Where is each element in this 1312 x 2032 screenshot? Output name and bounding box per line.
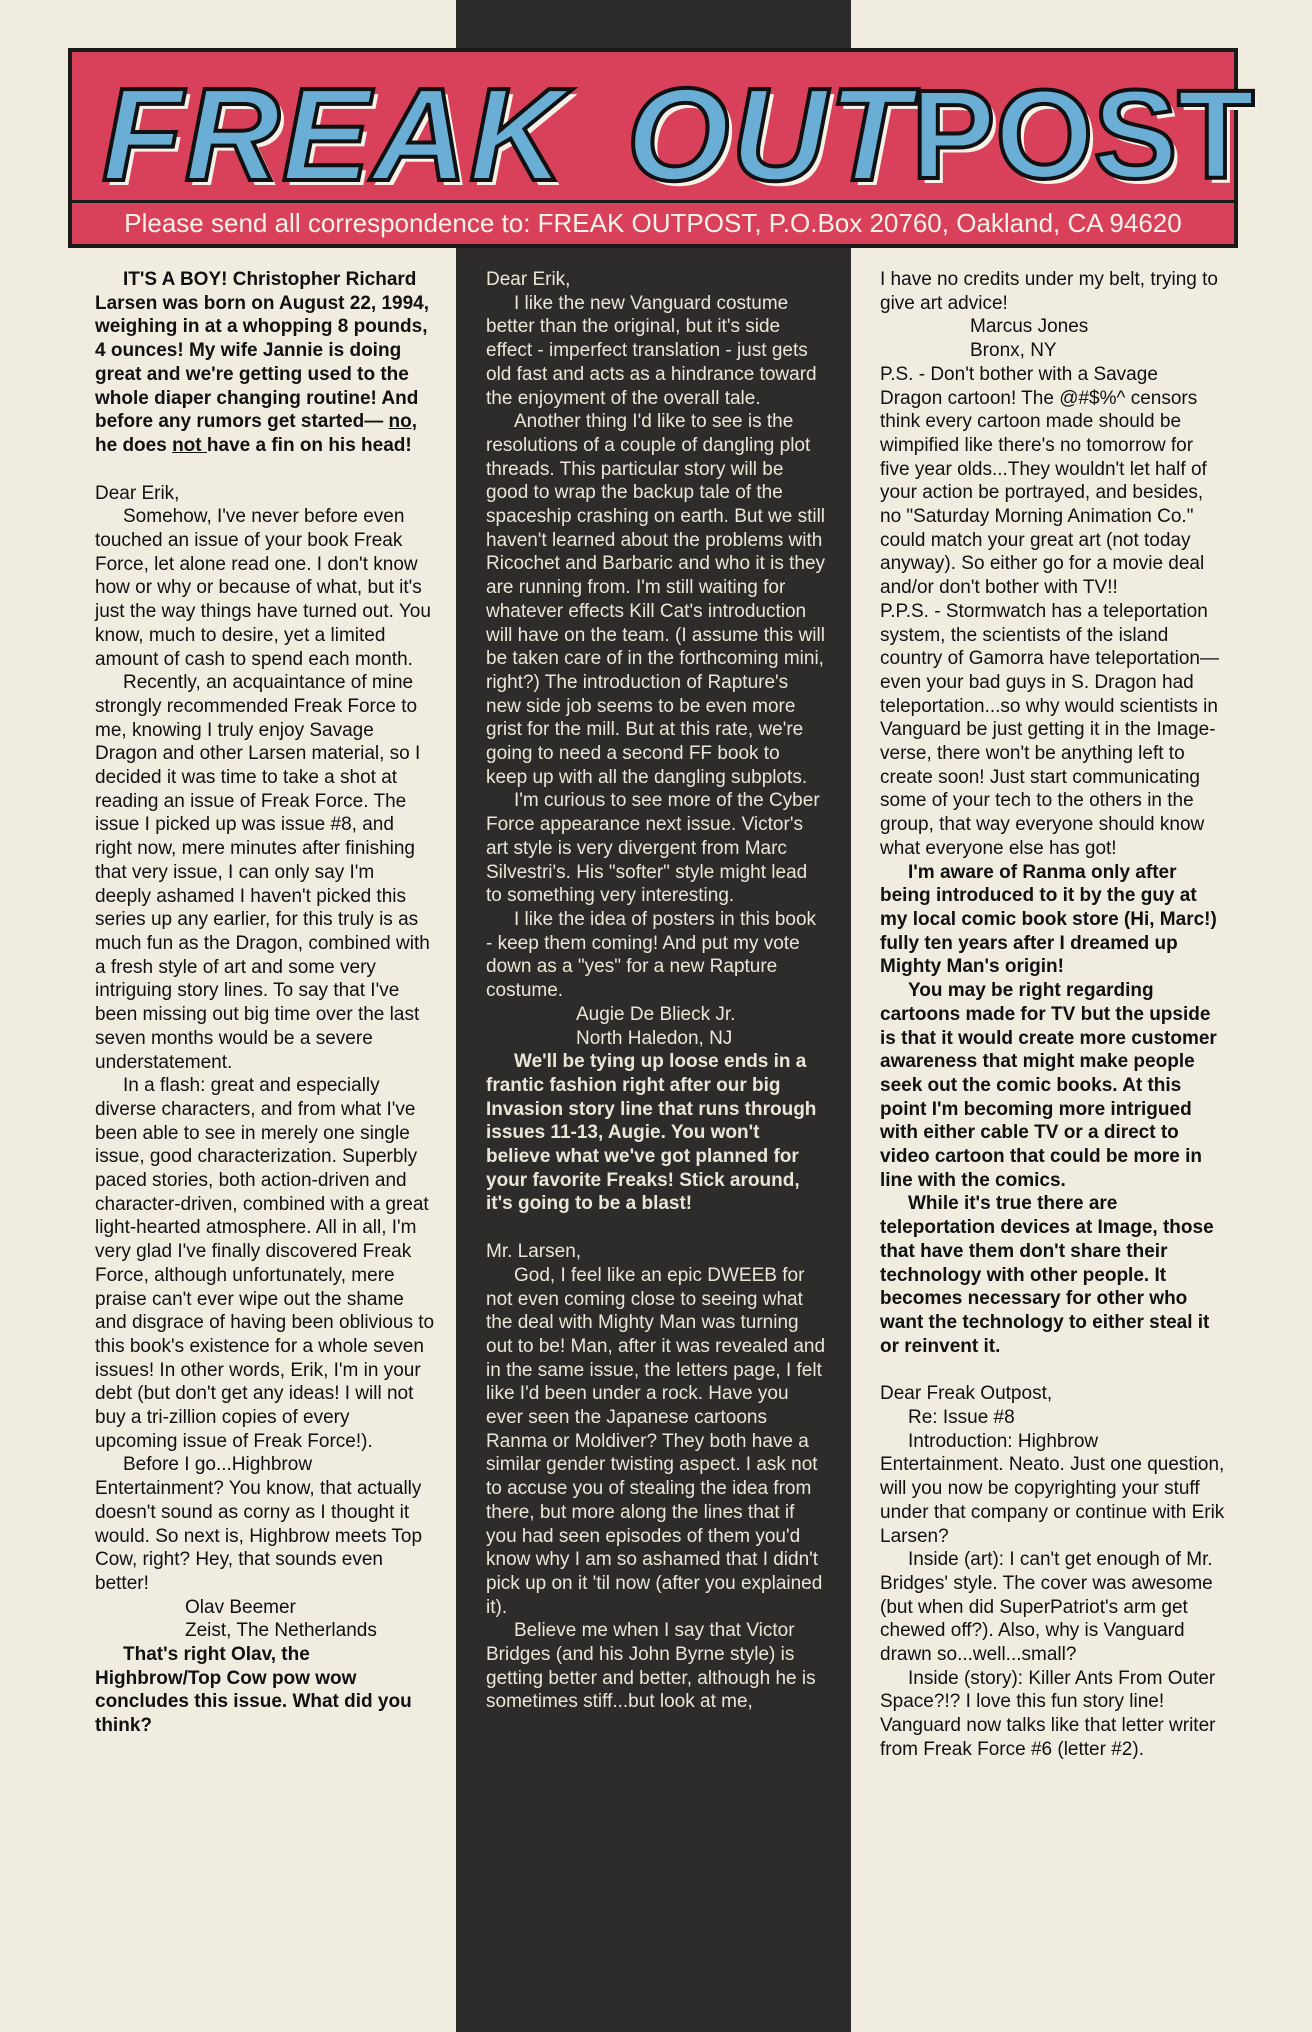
- title-word-post: POST: [911, 64, 1255, 205]
- letter-re-line: Re: Issue #8: [908, 1407, 1015, 1429]
- editor-reply: I'm aware of Ranma only after being introduced to it by the guy at my local comic book store (Hi, Marc!) fully ten years after I dreamed up Mighty Man's origin!: [880, 861, 1217, 978]
- signature-name: Augie De Blieck Jr.: [576, 1003, 736, 1025]
- freak-outpost-banner: [68, 48, 1255, 248]
- signature-name: Marcus Jones: [970, 316, 1089, 338]
- signature-place: Zeist, The Netherlands: [185, 1620, 377, 1642]
- editor-reply: While it's true there are teleportation devices at Image, those that have them don't share their technology with other people. It becomes necessary for other who want the technology to either steal it or reinvent it.: [880, 1193, 1214, 1357]
- announcement-text-b: he does: [95, 434, 173, 456]
- letter-salutation: Dear Erik,: [486, 269, 571, 290]
- letter-paragraph: Somehow, I've never before even touched an issue of your book Freak Force, let alone read one. I don't know how or why or because of what, but it's just the way things have turned out. You know, much to desire, yet a limited amount of cash to spend each month.: [95, 506, 431, 670]
- letter-salutation: Dear Freak Outpost,: [880, 1383, 1053, 1405]
- letter-salutation: Mr. Larsen,: [486, 1241, 582, 1263]
- letter-salutation: Dear Erik,: [95, 482, 180, 504]
- signature-name: Olav Beemer: [185, 1596, 296, 1618]
- postscript: P.S. - Don't bother with a Savage Dragon cartoon! The @#$%^ censors think every cartoon made should be wimpified like there's no tomorrow for five year olds...They wouldn't let half of your action be portrayed, and besides, no "Saturday Morning Animation Co." could match your great art (not today anyway). So either go for a movie deal and/or don't bother with TV!!: [880, 363, 1207, 599]
- announcement-not: not: [172, 434, 207, 456]
- editor-reply: That's right Olav, the Highbrow/Top Cow pow wow concludes this issue. What did you think?: [95, 1644, 412, 1737]
- letter-paragraph: I'm curious to see more of the Cyber Force appearance next issue. Victor's art style is very divergent from Marc Silvestri's. His "softer" style might lead to something very interesting.: [486, 790, 820, 907]
- letter-paragraph: Another thing I'd like to see is the resolutions of a couple of dangling plot threads. This particular story will be good to wrap the backup tale of the spaceship crashing on earth. But we still haven't learned about the problems with Ricochet and Barbaric and who it is they are running from. I'm still waiting for whatever effects Kill Cat's introduction will have on the team. (I assume this will be taken care of in the forthcoming mini, right?) The introduction of Rapture's new side job seems to be even more grist for the mill. But at this rate, we're going to need a second FF book to keep up with all the dangling subplots.: [486, 411, 826, 788]
- column-left: [95, 268, 435, 1738]
- announcement-text-c: have a fin on his head!: [206, 434, 412, 456]
- letter-paragraph: God, I feel like an epic DWEEB for not even coming close to seeing what the deal with Mighty Man was turning out to be! Man, after it was revealed and in the same issue, the letters page, I felt like I'd been under a rock. Have you ever seen the Japanese cartoons Ranma or Moldiver? They both have a similar gender twisting aspect. I ask not to accuse you of stealing the idea from there, but more along the lines that if you had seen episodes of them you'd know why I am so ashamed that I didn't pick up on it 'til now (after you explained it).: [486, 1264, 826, 1618]
- letter-paragraph: Before I go...Highbrow Entertainment? You know, that actually doesn't sound as corny as I thought it would. So next is, Highbrow meets Top Cow, right? Hey, that sounds even better!: [95, 1454, 423, 1594]
- letter-paragraph: I have no credits under my belt, trying to give art advice!: [880, 269, 1218, 314]
- signature-place: Bronx, NY: [970, 340, 1057, 362]
- letter-paragraph: Recently, an acquaintance of mine strongly recommended Freak Force to me, knowing I truly enjoy Savage Dragon and other Larsen material, so I decided it was time to take a shot at reading an issue of Freak Force. The issue I picked up was issue #8, and right now, mere minutes after finishing that very issue, I can only say I'm deeply ashamed I haven't picked this series up any earlier, for this truly is as much fun as the Dragon, combined with a fresh style of art and some very intriguing story lines. To say that I've been missing out big time over the last seven months would be a severe understatement.: [95, 672, 430, 1073]
- letter-paragraph: I like the new Vanguard costume better than the original, but it's side effect - imperfect translation - just gets old fast and acts as a hindrance toward the enjoyment of the overall tale.: [486, 292, 817, 409]
- announcement-no: no,: [388, 411, 418, 433]
- postscript-2: P.P.S. - Stormwatch has a teleportation system, the scientists of the island country of Gamorra have teleportation—even your bad guys in S. Dragon had teleportation...so why would scientists in Vanguard be just getting it in the Image-verse, there won't be anything left to create soon! Just start communicating some of your tech to the others in the group, that way everyone should know what everyone else has got!: [880, 600, 1220, 859]
- column-right: [880, 268, 1225, 1762]
- correspondence-address: Please send all correspondence to: FREAK OUTPOST, P.O.Box 20760, Oakland, CA 94620: [72, 200, 1234, 244]
- editor-reply: We'll be tying up loose ends in a frantic fashion right after our big Invasion story line that runs through issues 11-13, Augie. You won't believe what we've got planned for your favorite Freaks! Stick around, it's going to be a blast!: [486, 1051, 817, 1215]
- birth-announcement: [95, 268, 435, 458]
- letter-paragraph: Inside (art): I can't get enough of Mr. Bridges' style. The cover was awesome (but when did SuperPatriot's arm get chewed off?). Also, why is Vanguard drawn so...well...small?: [880, 1549, 1213, 1666]
- signature-place: North Haledon, NJ: [576, 1027, 733, 1049]
- letter-paragraph: Introduction: Highbrow Entertainment. Neato. Just one question, will you now be copyrighting your stuff under that company or continue with Erik Larsen?: [880, 1430, 1225, 1547]
- letter-paragraph: Inside (story): Killer Ants From Outer Space?!? I love this fun story line! Vanguard now talks like that letter writer from Freak Force #6 (letter #2).: [880, 1667, 1216, 1760]
- letter-paragraph: In a flash: great and especially diverse characters, and from what I've been able to see in merely one single issue, good characterization. Superbly paced stories, both action-driven and character-driven, combined with a great light-hearted atmosphere. All in all, I'm very glad I've finally discovered Freak Force, although unfortunately, mere praise can't ever wipe out the shame and disgrace of having been oblivious to this book's existence for a whole seven issues! In other words, Erik, I'm in your debt (but don't get any ideas! I will not buy a tri-zillion copies of every upcoming issue of Freak Force!).: [95, 1075, 435, 1452]
- page-title: [102, 60, 1255, 210]
- title-word-out: OUT: [626, 61, 912, 208]
- announcement-text-a: IT'S A BOY! Christopher Richard Larsen was born on August 22, 1994, weighing in at a whopping 8 pounds, 4 ounces! My wife Jannie is doing great and we're getting used to the whole diaper changing routine! And before any rumors get started—: [95, 269, 430, 433]
- letter-paragraph: I like the idea of posters in this book - keep them coming! And put my vote down as a "yes" for a new Rapture costume.: [486, 908, 817, 1002]
- title-word-freak: FREAK: [102, 61, 567, 208]
- letter-paragraph: Believe me when I say that Victor Bridges (and his John Byrne style) is getting better and better, although he is sometimes stiff...but look at me,: [486, 1620, 816, 1713]
- editor-reply: You may be right regarding cartoons made for TV but the upside is that it would create more customer awareness that might make people seek out the comic books. At this point I'm becoming more intrigued with either cable TV or a direct to video cartoon that could be more in line with the comics.: [880, 980, 1217, 1191]
- column-center: [486, 268, 826, 1714]
